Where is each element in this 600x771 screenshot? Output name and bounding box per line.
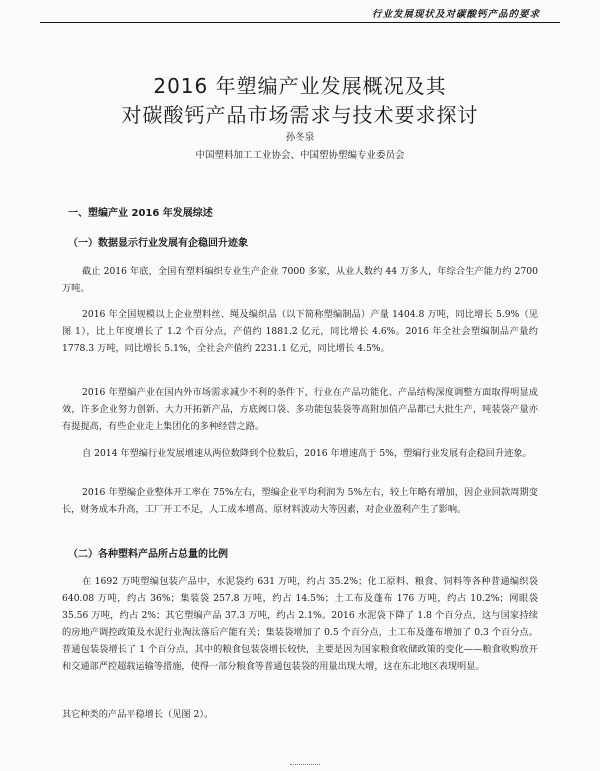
paragraph: 截止 2016 年底，全国有塑料编织专业生产企业 7000 多家，从业人数约 44 万多人，年综合生产能力约 2700 万吨。 xyxy=(62,266,538,294)
paragraph: 其它种类的产品平稳增长（见图 2）。 xyxy=(62,709,214,720)
paragraph: 2016 年全国规模以上企业塑料丝、绳及编织品（以下简称塑编制品）产量 1404.8 万吨，同比增长 5.9%（见图 1），比上年度增长了 1.2 个百分点，产值约 1881.2 亿元，同比增长 4.6%。2016 年全社会塑编制品产量约 1778.3 万吨，同比增长 5.1%，全社会产值约 2231.1 亿元，同比增长 4.5%。 xyxy=(62,309,538,354)
page-footer-mark xyxy=(290,764,320,765)
paragraph: 在 1692 万吨塑编包装产品中，水泥袋约 631 万吨，约占 35.2%；化工原料、粮食、饲料等各种普通编织袋 640.08 万吨，约占 36%；集装袋 257.8 万吨，约占 14.5%；土工布及蓬布 176 万吨，约占 10.2%；网眼袋 35.56 万吨，约占 2%；其它塑编产品 37.3 万吨，约占 2.1%。2016 水泥袋下降了 1.8 个百分点，这与国家持续的房地产调控政策及水泥行业淘汰落后产能有关；集装袋增加了 0.5 个百分点，土工布及蓬布增加了 0.3 个百分点。普通包装袋增长了 1 个百分点，其中的粮食包装袋增长较快，主要是因为国家粮食收储政策的变化——粮食收购放开和交通部严控超载运输等措施，使得一部分粮食等普通包装袋的用量出现大增，这在东北地区表现明显。 xyxy=(62,576,538,672)
header-rule xyxy=(40,22,560,23)
paragraph: 自 2014 年塑编行业发展增速从两位数降到个位数后，2016 年增速高于 5%，塑编行业发展有企稳回升迹象。 xyxy=(82,448,532,459)
paragraph: 2016 年塑编产业在国内外市场需求减少不利的条件下，行业在产品功能化、产品结构深度调整方面取得明显成效，许多企业努力创新、大力开拓新产品，方底阀口袋、多功能包装袋等高附加值产品都已大批生产，吨装袋产量亦有提提高，有些企业走上集团化的多种经营之路。 xyxy=(62,387,538,432)
running-head: 行业发展现状及对碳酸钙产品的要求 xyxy=(371,9,540,20)
title-line-1: 2016 年塑编产业发展概况及其 xyxy=(153,74,447,98)
section-heading: 一、塑编产业 2016 年发展综述 xyxy=(68,208,213,219)
paragraph: 2016 年塑编企业整体开工率在 75%左右，塑编企业平均利润为 5%左右，较上年略有增加，因企业回款周期变长，财务成本升高，工厂开工不足，人工成本增高、原材料波动大等因素，对企业盈利产生了影响。 xyxy=(62,487,538,515)
affiliation: 中国塑料加工工业协会、中国塑协塑编专业委员会 xyxy=(195,150,405,161)
subsection-heading: （二）各种塑料产品所占总量的比例 xyxy=(68,549,228,560)
title-line-2: 对碳酸钙产品市场需求与技术要求探讨 xyxy=(121,103,479,127)
subsection-heading: （一）数据显示行业发展有企稳回升迹象 xyxy=(68,238,248,249)
author: 孙冬泉 xyxy=(285,132,315,143)
